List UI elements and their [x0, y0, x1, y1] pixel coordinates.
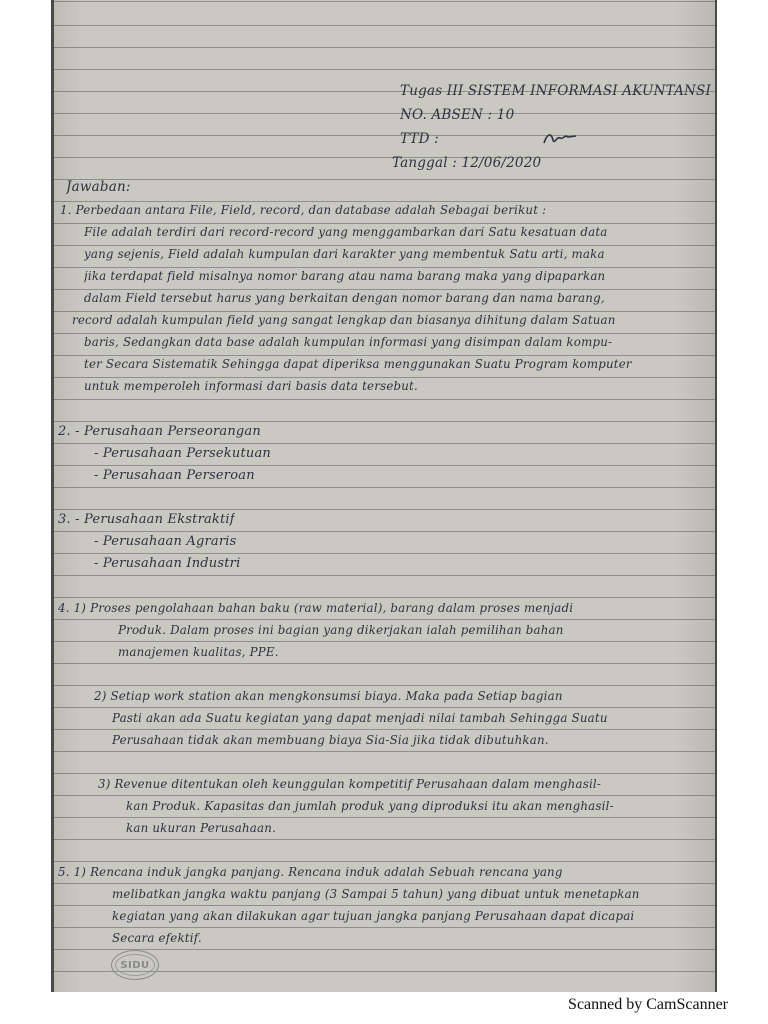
answer-line: ter Secara Sistematik Sehingga dapat diperiksa menggunakan Suatu Program komputer: [84, 357, 632, 371]
answer-line: kegiatan yang akan dilakukan agar tujuan jangka panjang Perusahaan dapat dicapai: [112, 909, 635, 923]
answer-line: Secara efektif.: [112, 931, 202, 945]
answer-line: yang sejenis, Field adalah kumpulan dari karakter yang membentuk Satu arti, maka: [84, 247, 605, 261]
answer-line: 3. - Perusahaan Ekstraktif: [58, 512, 235, 527]
answer-line: - Perusahaan Industri: [94, 556, 241, 571]
jawaban-label: Jawaban:: [66, 179, 131, 195]
answer-line: kan Produk. Kapasitas dan jumlah produk yang diproduksi itu akan menghasil-: [126, 799, 614, 813]
scanned-photo: [51, 0, 717, 992]
seal-text: SIDU: [115, 954, 155, 976]
signature-mark: [541, 128, 579, 150]
answer-line: record adalah kumpulan field yang sangat lengkap dan biasanya dihitung dalam Satuan: [72, 313, 616, 327]
answer-line: 2. - Perusahaan Perseorangan: [58, 424, 261, 439]
notebook-page: [54, 0, 715, 992]
answer-line: kan ukuran Perusahaan.: [126, 821, 277, 835]
answer-line: 4. 1) Proses pengolahaan bahan baku (raw material), barang dalam proses menjadi: [58, 601, 574, 615]
answer-line: Produk. Dalam proses ini bagian yang dikerjakan ialah pemilihan bahan: [118, 623, 564, 637]
answer-line: baris, Sedangkan data base adalah kumpulan informasi yang disimpan dalam kompu-: [84, 335, 613, 349]
answer-line: dalam Field tersebut harus yang berkaitan dengan nomor barang dan nama barang,: [84, 291, 605, 305]
notebook-brand-seal: [111, 950, 159, 980]
assignment-title: Tugas III SISTEM INFORMASI AKUNTANSI: [400, 83, 712, 99]
answer-line: 2) Setiap work station akan mengkonsumsi biaya. Maka pada Setiap bagian: [94, 689, 563, 703]
answer-line: 5. 1) Rencana induk jangka panjang. Rencana induk adalah Sebuah rencana yang: [58, 865, 563, 879]
answer-line: 1. Perbedaan antara File, Field, record, dan database adalah Sebagai berikut :: [60, 203, 547, 217]
date-line: Tanggal : 12/06/2020: [392, 155, 542, 171]
answer-line: 3) Revenue ditentukan oleh keunggulan kompetitif Perusahaan dalam menghasil-: [98, 777, 602, 791]
answer-line: File adalah terdiri dari record-record yang menggambarkan dari Satu kesatuan data: [84, 225, 608, 239]
answer-line: Pasti akan ada Suatu kegiatan yang dapat menjadi nilai tambah Sehingga Suatu: [112, 711, 608, 725]
answer-line: melibatkan jangka waktu panjang (3 Sampai 5 tahun) yang dibuat untuk menetapkan: [112, 887, 640, 901]
scanner-footer: Scanned by CamScanner: [568, 996, 728, 1013]
answer-line: untuk memperoleh informasi dari basis data tersebut.: [84, 379, 418, 393]
answer-line: - Perusahaan Perseroan: [94, 468, 255, 483]
answer-line: manajemen kualitas, PPE.: [118, 645, 279, 659]
answer-line: - Perusahaan Agraris: [94, 534, 237, 549]
answer-line: Perusahaan tidak akan membuang biaya Sia-Sia jika tidak dibutuhkan.: [112, 733, 549, 747]
absen-number: NO. ABSEN : 10: [400, 107, 515, 123]
answer-line: jika terdapat field misalnya nomor barang atau nama barang maka yang dipaparkan: [84, 269, 606, 283]
answer-line: - Perusahaan Persekutuan: [94, 446, 271, 461]
signature-label: TTD :: [400, 131, 439, 147]
